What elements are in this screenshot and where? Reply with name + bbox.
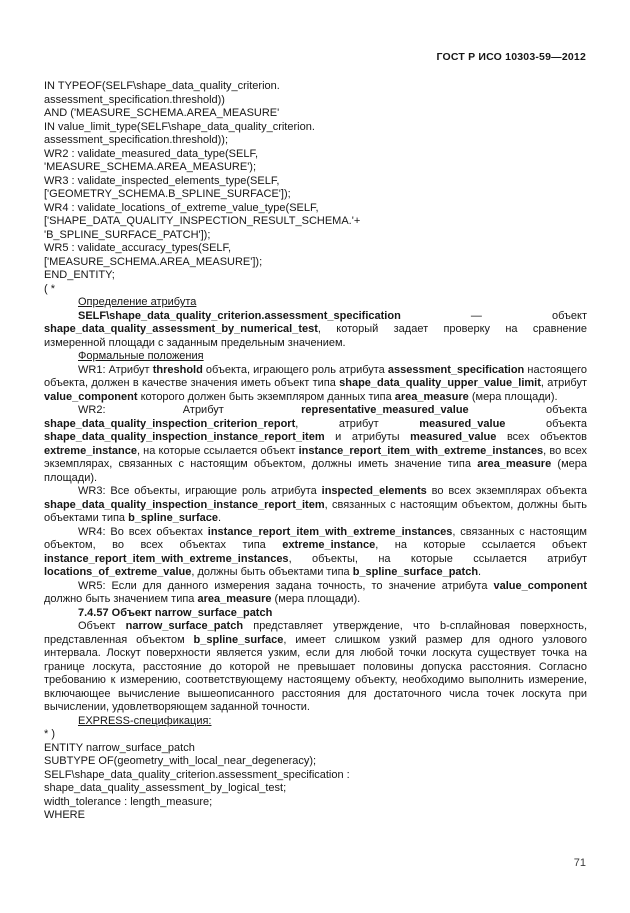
emphasized-term: measured_value [410,431,497,443]
emphasized-term: value_component [44,390,138,403]
paragraph-text: , связанных с настоящим объектом, должны быть объектами типа [44,498,587,524]
express-code-line: WHERE [44,809,85,821]
paragraph [44,310,587,351]
express-code-line: WR3 : validate_inspected_elements_type(SELF, [44,174,280,187]
express-code-line: SELF\shape_data_quality_criterion.assessment_specification : [44,768,350,781]
paragraph [44,620,587,715]
express-code-line: END_ENTITY; [44,269,115,281]
paragraph-text: , связанных с настоящим объектом, во всех объектах типа [44,525,587,551]
emphasized-term: shape_data_quality_assessment_by_numerical_test [44,323,318,335]
express-code-line: 'B_SPLINE_SURFACE_PATCH']); [44,228,211,241]
paragraph-text: , который задает проверку на сравнение измеренной площади с заданным предельным значением. [44,323,587,349]
emphasized-term: instance_report_item_with_extreme_instances [44,552,289,565]
paragraph-text: , во всех экземплярах, связанных с настоящим объектом, должны иметь значение типа [44,444,587,470]
express-code-line: width_tolerance : length_measure; [44,795,213,808]
emphasized-term: locations_of_extreme_value [44,566,192,578]
heading-text: Определение атрибута [78,296,197,308]
emphasized-term: extreme_instance [282,539,376,551]
paragraph-text: , имеет слишком узкий размер для одного узлового интервала. Лоскут поверхности является узким, если для любой точки лоскута существует точка на границе лоскута, расстояние до которой не превышает половины допуска расстояния. Согласно требованию к измерению, соответствующему настоящему объекту, необходимо выполнить измерение, включающее вычисление вышеописанного расстояния для достаточного числа точек лоскута при вычислении, удовлетворяющем заданной точности. [44,633,587,713]
emphasized-term: representative_measured_value [301,404,469,416]
paragraph-text: объекта, играющего роль атрибута [202,363,388,376]
emphasized-term: shape_data_quality_inspection_instance_report_item [44,498,325,511]
emphasized-term: threshold [152,363,203,376]
emphasized-term: extreme_instance [44,444,137,457]
emphasized-term: b_spline_surface_patch [352,566,479,578]
paragraph-text: (мера площади). [468,390,558,403]
document-header [44,51,586,63]
paragraph-text: . [478,566,482,578]
emphasized-term: value_component [493,579,587,592]
paragraph-text: . [217,512,222,524]
paragraph-text: представляет утверждение, что b-сплайновая поверхность, представленная объектом [44,620,588,646]
paragraph-text: , атрибут [295,417,420,430]
document-footer [44,857,586,869]
standard-number: ГОСТ Р ИСО 10303-59—2012 [436,51,586,63]
emphasized-term: measured_value [419,417,506,430]
heading-text: Формальные положения [78,350,204,362]
paragraph [44,364,587,405]
express-code-line: WR2 : validate_measured_data_type(SELF, [44,147,259,160]
paragraph-text: , на которые ссылается объект [136,444,299,457]
paragraph-text: , на которые ссылается объект [375,539,588,551]
section-heading [44,607,587,621]
emphasized-term: b_spline_surface [193,633,284,646]
express-code-line: * ) [44,728,55,740]
emphasized-term: instance_report_item_with_extreme_instances [207,525,453,538]
paragraph [44,580,587,607]
paragraph-text: Объект [78,620,126,632]
emphasized-term: area_measure [394,390,469,403]
express-code-line: ['GEOMETRY_SCHEMA.B_SPLINE_SURFACE']); [44,188,291,200]
emphasized-term: shape_data_quality_inspection_criterion_report [44,417,296,430]
paragraph-text: настоящего объекта, должен в качестве значения иметь объект типа [44,363,587,389]
express-code-line: assessment_specification.threshold)) [44,93,225,106]
paragraph-text: WR5: Если для данного измерения задана точность, то значение атрибута [78,579,494,592]
paragraph-text: WR1: Атрибут [78,363,153,376]
express-code-line: IN value_limit_type(SELF\shape_data_quality_criterion. [44,120,315,133]
paragraph-text: (мера площади). [44,458,587,484]
express-code-line: WR5 : validate_accuracy_types(SELF, [44,242,232,254]
document-content [44,80,587,823]
heading-text: EXPRESS-спецификация: [78,714,212,727]
paragraph-text: , должны быть объектами типа [191,566,353,578]
paragraph-text: и атрибуты [324,431,411,443]
emphasized-term: inspected_elements [321,485,427,497]
emphasized-term: narrow_surface_patch [125,620,244,632]
express-code-line: 'MEASURE_SCHEMA.AREA_MEASURE'); [44,161,257,173]
express-code-line: ENTITY narrow_surface_patch [44,741,195,754]
express-code-line: ['SHAPE_DATA_QUALITY_INSPECTION_RESULT_SCHEMA.'+ [44,215,361,227]
express-code-line: shape_data_quality_assessment_by_logical_test; [44,782,287,794]
paragraph-text: во всех экземплярах объекта [426,485,588,497]
emphasized-term: instance_report_item_with_extreme_instances [298,444,544,457]
express-code-line: ( * [44,282,55,295]
emphasized-term: area_measure [477,458,552,470]
paragraph-text: WR4: Во всех объектах [78,525,208,538]
emphasized-term: b_spline_surface [128,512,218,524]
express-code-line: ['MEASURE_SCHEMA.AREA_MEASURE']); [44,255,263,268]
paragraph-text: должно быть значением типа [44,593,198,605]
subsection-heading [44,296,587,310]
express-code-line: WR4 : validate_locations_of_extreme_value_type(SELF, [44,201,319,214]
express-code-line: assessment_specification.threshold)); [44,134,229,146]
paragraph [44,485,587,526]
paragraph-text: объекта [505,417,587,430]
emphasized-term: area_measure [197,593,272,605]
paragraph-text: всех объектов [496,431,587,443]
paragraph-text: WR2: Атрибут [78,404,302,416]
paragraph-text: объекта [468,404,587,416]
paragraph-text: (мера площади). [271,593,361,605]
paragraph-text: WR3: Все объекты, играющие роль атрибута [78,485,322,497]
express-code-line: AND ('MEASURE_SCHEMA.AREA_MEASURE' [44,107,280,119]
express-code-line: SUBTYPE OF(geometry_with_local_near_degeneracy); [44,755,317,767]
paragraph [44,526,587,580]
emphasized-term: shape_data_quality_inspection_instance_report_item [44,431,325,443]
paragraph-text: , атрибут [540,377,587,389]
page-number: 71 [573,857,586,869]
subsection-heading [44,350,587,364]
express-code-line: IN TYPEOF(SELF\shape_data_quality_criterion. [44,80,280,92]
emphasized-term: shape_data_quality_upper_value_limit [339,377,541,389]
emphasized-term: assessment_specification [387,363,525,376]
paragraph-text: , объекты, на которые ссылается атрибут [288,552,587,565]
heading-text: 7.4.57 Объект narrow_surface_patch [78,606,273,619]
subsection-heading [44,715,587,729]
paragraph [44,404,587,485]
emphasized-term: SELF\shape_data_quality_criterion.assessment_specification [78,309,401,322]
paragraph-text: которого должен быть экземпляром данных типа [137,390,395,403]
paragraph-text: — объект [400,309,587,322]
